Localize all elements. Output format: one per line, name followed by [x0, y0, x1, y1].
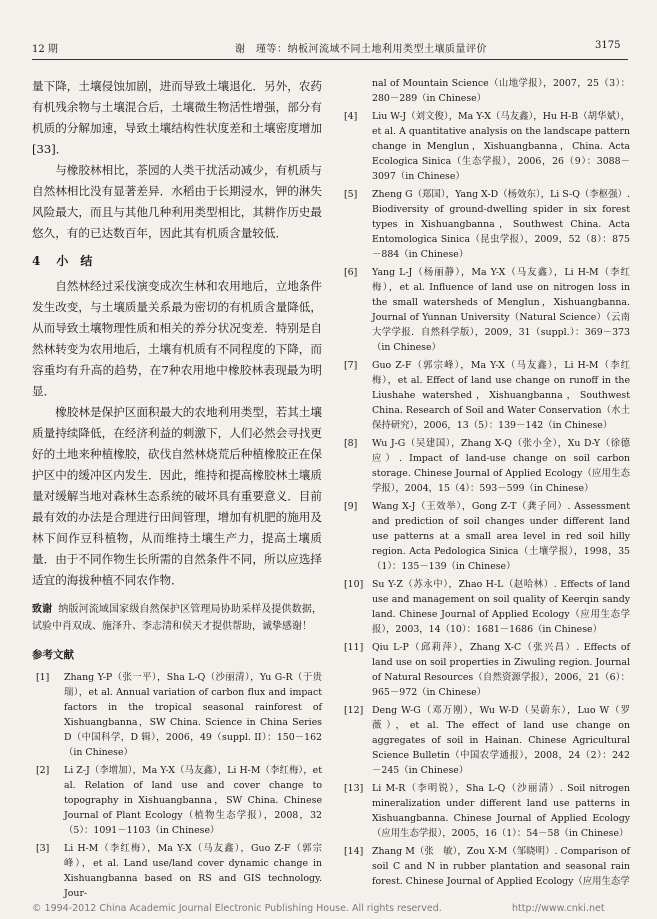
running-header: [0, 40, 657, 60]
reference-item: [340, 265, 630, 355]
right-column: [340, 76, 640, 892]
ref-number: [8]: [344, 438, 358, 449]
ref-text: Wang X-J（王效举），Gong Z-T（龚子同）. Assessment and prediction of soil changes under different land use patterns at a small area level in red soil hilly region. Acta Pedologica Sinica（土壤学报），1998，35（1）：135－139（in Chinese）: [372, 501, 630, 572]
ref-text: Zhang M（张 敏），Zou X-M（邹晓明）. Comparison of soil C and N in rubber plantation and seasonal rain forest. Chinese Journal of Applied Ecology（应用生态学: [372, 846, 630, 887]
reference-item: [32, 763, 322, 838]
ref-text: Liu W-J（刘文俊），Ma Y-X（马友鑫），Hu H-B（胡华斌），et al. A quantitative analysis on the landscape pattern change in Menglun，Xishuangbanna，China. Acta Ecologica Sinica（生态学报），2006，26（9）：3088－3097（in Chinese）: [372, 111, 630, 182]
reference-item: [32, 670, 322, 760]
paragraph-4: 橡胶林是保护区面积最大的农地利用类型，若其土壤质量持续降低，在经济利益的刺激下，人们必然会寻找更好的土地来种植橡胶，砍伐自然林烧荒后种植橡胶正在保护区中的缓冲区内发生．因此，维持和提高橡胶林土壤质量对缓解当地对森林生态系统的破坏具有重要意义．目前最有效的办法是合理进行田间管理，增加有机肥的施用及林下间作豆科植物，从而维持土壤生产力，提高土壤质量．由于不同作物生长所需的自然条件不同，所以应选择适宜的海拔种植不同农作物．: [32, 405, 322, 587]
ref-number: [14]: [344, 846, 364, 857]
reference-item: [340, 640, 630, 700]
ref-text: Zhang Y-P（张一平），Sha L-Q（沙丽清），Yu G-R（于贵瑞），et al. Annual variation of carbon flux and impact factors in the tropical seasonal rainforest of Xishuangbanna，SW China. Science in China Series D（中国科学，D 辑），2006，49（suppl. II）：150－162（in Chinese）: [64, 672, 322, 758]
paragraph-1: 量下降，土壤侵蚀加剧，进而导致土壤退化．另外，农药有机残余物与土壤混合后，土壤微生物活性增强，部分有机质的分解加速，导致土壤结构性状度差和土壤密度增加[33]．: [32, 79, 322, 156]
reference-item: [32, 841, 322, 901]
copyright-notice: © 1994-2012 China Academic Journal Electronic Publishing House. All rights reserved.: [32, 903, 442, 914]
ref-text: Zheng G（郑国），Yang X-D（杨效东），Li S-Q（李枢强）. Biodiversity of ground-dwelling spider in six forest types in Xishuangbanna，Southwest China. Acta Entomologica Sinica（昆虫学报），2009，52（8）：875－884（in Chinese）: [372, 189, 630, 260]
reference-item: [340, 577, 630, 637]
ref-number: [3]: [36, 843, 50, 854]
ref-number: [4]: [344, 111, 358, 122]
ref-text: Su Y-Z（苏永中），Zhao H-L（赵哈林）. Effects of land use and management on soil quality of Keerqin sandy land. Chinese Journal of Applied Ecology（应用生态学报），2003，14（10）：1681－1686（in Chinese）: [372, 579, 630, 635]
issue-number: 12 期: [32, 44, 58, 55]
section-heading: [32, 250, 322, 272]
section-title: 小 结: [56, 254, 93, 268]
paragraph-2: 与橡胶林相比，茶园的人类干扰活动减少，有机质与自然林相比没有显著差异．水稻由于长期浸水，钾的淋失风险最大，而且与其他几种利用类型相比，其耕作历史最悠久，有的已达数百年，因此其有机质含量较低．: [32, 163, 322, 240]
reference-item: [340, 703, 640, 778]
page-number: 3175: [595, 40, 621, 51]
ref-text: Li M-R（李明锐），Sha L-Q（沙丽清）. Soil nitrogen mineralization under different land use patterns in Xishuangbanna. Chinese Journal of Applied Ecology（应用生态学报），2005，16（1）：54－58（in Chinese）: [372, 783, 630, 839]
footer: [0, 903, 657, 919]
ack-text: 纳版河流域国家级自然保护区管理局协助采样及提供数据，试验中肖双成、施泽升、李志清和侯天才提供帮助，诚挚感谢！: [32, 604, 323, 632]
ref-number: [5]: [344, 189, 358, 200]
ref-text: Deng W-G（邓万刚），Wu W-D（吴蔚东），Luo W（罗 薇），et al. The effect of land use change on aggregates of soil in Hainan. Chinese Agricultural Science Bulletin（中国农学通报），2008，24（2）：242－245（in Chinese）: [372, 705, 640, 776]
ref-number: [6]: [344, 267, 358, 278]
ref-number: [10]: [344, 579, 364, 590]
reference-item: [340, 187, 630, 262]
reference-item: [340, 109, 630, 184]
ref-number: [13]: [344, 783, 364, 794]
ref-number: [7]: [344, 360, 358, 371]
ack-label: 致谢: [32, 604, 53, 615]
ref-number: [9]: [344, 501, 358, 512]
references-heading: 参考文献: [32, 649, 74, 661]
reference-continuation: nal of Mountain Science（山地学报），2007，25（3）：280－289（in Chinese）: [372, 78, 630, 104]
ref-text: Li Z-J（李增加），Ma Y-X（马友鑫），Li H-M（李红梅），et al. Relation of land use and cover change to topography in Xishuangbanna，SW China. Chinese Journal of Plant Ecology（植物生态学报），2008，32（5）：1091－1103（in Chinese）: [64, 765, 322, 836]
ref-text: Wu J-G（吴建国），Zhang X-Q（张小全），Xu D-Y（徐德应）. Impact of land-use change on soil carbon storage. Chinese Journal of Applied Ecology（应用生态学报），2004，15（4）：593－599（in Chinese）: [372, 438, 630, 494]
ref-number: [1]: [36, 672, 50, 683]
reference-item: [340, 499, 630, 574]
running-title: 谢 瑾等：纳板河流域不同土地利用类型土壤质量评价: [235, 44, 487, 55]
reference-item: [340, 844, 630, 889]
ref-text: Guo Z-F（郭宗峰），Ma Y-X（马友鑫），Li H-M（李红梅），et al. Effect of land use change on runoff in the Liushahe watershed，Xishuangbanna，Southwest China. Research of Soil and Water Conservation（水土保持研究），2006，13（5）：139－142（in Chinese）: [372, 360, 630, 431]
section-number: 4: [32, 254, 41, 268]
ref-text: Qiu L-P（邱莉萍），Zhang X-C（张兴昌）. Effects of land use on soil properties in Ziwuling region. Journal of Natural Resources（自然资源学报），2006，21（6）：965－972（in Chinese）: [372, 642, 630, 698]
ref-number: [12]: [344, 705, 364, 716]
left-column: [32, 76, 322, 904]
ref-number: [11]: [344, 642, 364, 653]
reference-item: [340, 781, 630, 841]
reference-item: [340, 358, 630, 433]
reference-item: [340, 436, 630, 496]
acknowledgement: [32, 601, 322, 635]
ref-text: Li H-M（李红梅），Ma Y-X（马友鑫），Guo Z-F（郭宗峰），et al. Land use/land cover dynamic change in Xishuangbanna based on RS and GIS technology. Jour-: [64, 843, 322, 899]
ref-number: [2]: [36, 765, 50, 776]
header-rule: [32, 59, 628, 60]
footer-link[interactable]: http://www.cnki.net: [512, 903, 605, 914]
paragraph-3: 自然林经过采伐演变成次生林和农用地后，立地条件发生改变，与土壤质量关系最为密切的有机质含量降低，从而导致土壤物理性质和相关的养分状况变差．特别是自然林转变为农用地后，土壤有机质有不同程度的下降，而容重均有升高的趋势，在7种农用地中橡胶林表现最为明显．: [32, 279, 322, 398]
ref-text: Yang L-J（杨丽静），Ma Y-X（马友鑫），Li H-M（李红梅），et al. Influence of land use on nitrogen loss in the small watersheds of Menglun，Xishuangbanna. Journal of Yunnan University（Natural Science）（云南大学学报．自然科学版），2009，31（suppl.）：369－373（in Chinese）: [372, 267, 630, 353]
